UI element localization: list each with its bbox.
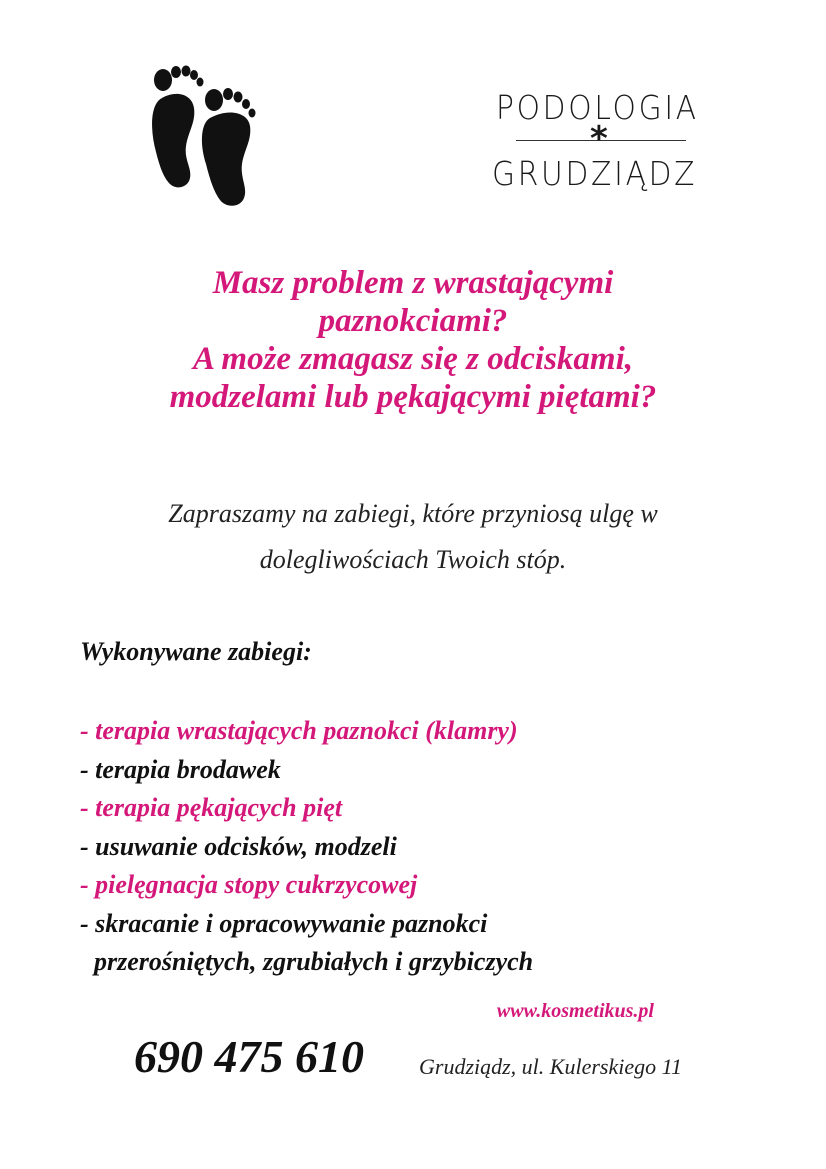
- asterisk-icon: *: [590, 119, 608, 159]
- logo-line-grudziadz: GRUDZIĄDZ: [492, 154, 698, 193]
- invitation-text: [40, 491, 786, 583]
- right-foot-sole: [202, 112, 250, 205]
- left-foot-toe: [190, 70, 198, 80]
- treatment-item: - terapia brodawek: [80, 754, 281, 784]
- headline-line: A może zmagasz się z odciskami,: [192, 341, 634, 377]
- left-foot-toe: [154, 69, 172, 91]
- right-foot-toe: [242, 99, 250, 109]
- brand-logo: [480, 86, 750, 196]
- treatments-heading: Wykonywane zabiegi:: [80, 637, 312, 666]
- treatment-item: - terapia pękających pięt: [80, 793, 343, 822]
- left-foot-toe: [171, 66, 181, 78]
- treatments-list: [80, 712, 780, 982]
- left-foot-sole: [152, 94, 194, 187]
- treatment-item: - pielęgnacja stopy cukrzycowej: [80, 870, 418, 899]
- treatment-item: - usuwanie odcisków, modzeli: [80, 831, 397, 861]
- right-foot-toe: [234, 92, 243, 103]
- website-link[interactable]: www.kosmetikus.pl: [496, 1000, 654, 1022]
- headline-line: paznokciami?: [318, 303, 508, 339]
- right-foot-toe: [223, 88, 233, 100]
- right-foot-toe: [249, 109, 256, 118]
- right-foot-toe: [205, 89, 223, 111]
- left-foot-toe: [197, 78, 204, 87]
- treatment-item: - skracanie i opracowywanie paznokci: [80, 908, 488, 938]
- address: Grudziądz, ul. Kulerskiego 11: [419, 1054, 682, 1079]
- logo-line-podologia: PODOLOGIA: [496, 88, 699, 127]
- treatment-item-continuation: przerośniętych, zgrubiałych i grzybiczych: [94, 947, 534, 976]
- footprints-icon: [148, 60, 264, 212]
- treatment-item: - terapia wrastających paznokci (klamry): [80, 716, 518, 745]
- headline-line: modzelami lub pękającymi piętami?: [169, 379, 657, 415]
- headline-line: Masz problem z wrastającymi: [212, 265, 614, 301]
- headline: [40, 264, 786, 416]
- left-foot-toe: [182, 66, 191, 77]
- invitation-line: dolegliwościach Twoich stóp.: [259, 545, 567, 574]
- invitation-line: Zapraszamy na zabiegi, które przyniosą ulgę w: [168, 499, 658, 528]
- phone-number: 690 475 610: [134, 1031, 364, 1082]
